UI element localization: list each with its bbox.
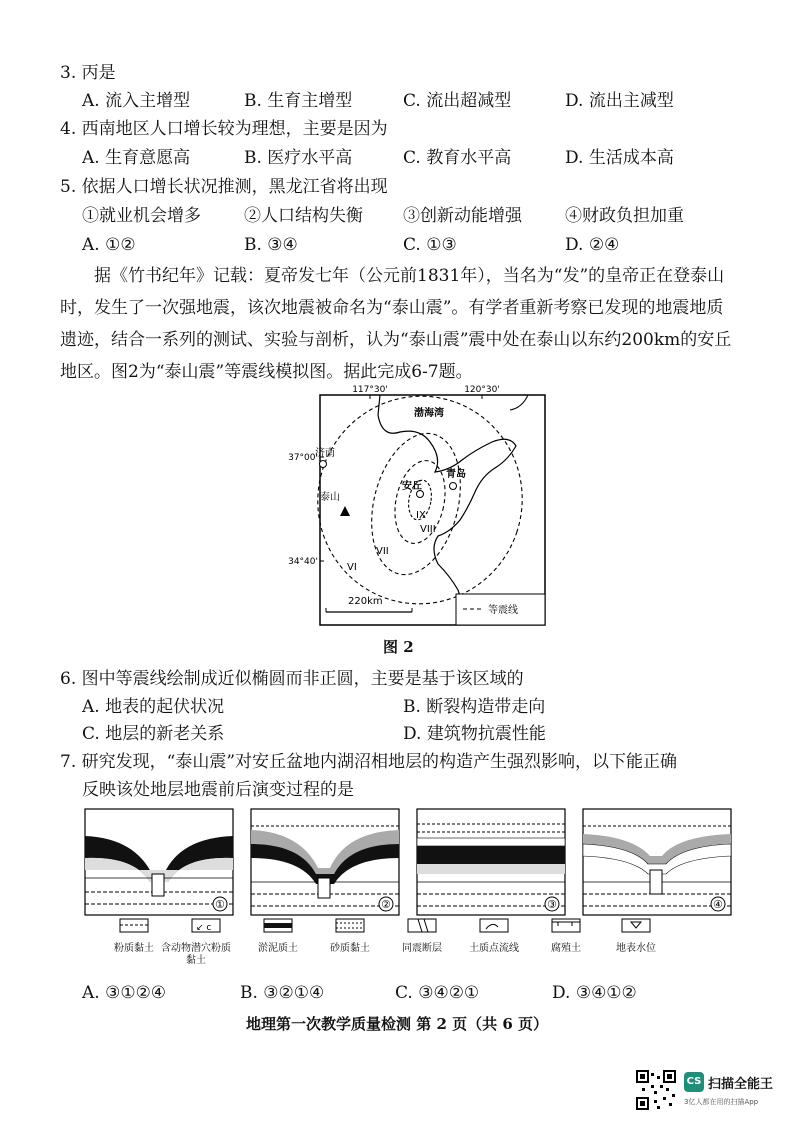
q5-option-d: D. ②④ (565, 235, 620, 255)
q3-option-c: C. 流出超减型 (403, 91, 512, 111)
q3-stem: 3. 丙是 (60, 63, 116, 83)
strata-legend-swatches (100, 917, 660, 935)
q3-option-d: D. 流出主减型 (565, 91, 674, 111)
qr-code-icon (636, 1070, 676, 1110)
qingdao-marker (450, 483, 457, 490)
map-jinan-label: 济南 (315, 448, 335, 459)
q5-option-b: B. ③④ (244, 235, 298, 255)
legend-humus: 腐殖土 (551, 943, 581, 954)
strata-panel-3-label: ③ (547, 898, 557, 911)
strata-panel-4-label: ④ (713, 898, 723, 911)
q7-option-d: D. ③④①② (552, 983, 637, 1003)
q5-stem: 5. 依据人口增长状况推测，黑龙江省将出现 (60, 177, 388, 197)
q6-option-d: D. 建筑物抗震性能 (403, 724, 546, 744)
strata-panel-2-label: ② (381, 898, 391, 911)
q5-item-1: ①就业机会增多 (82, 206, 201, 226)
legend-water-level: 地表水位 (616, 943, 656, 954)
q6-option-b: B. 断裂构造带走向 (403, 697, 546, 717)
strata-panel-1 (84, 808, 234, 916)
legend-soil-flowline: 土质点流线 (469, 943, 519, 954)
passage: 据《竹书纪年》记载：夏帝发七年（公元前1831年），当名为“发”的皇帝正在登泰山时，发生了一次强地震，该次地震被命名为“泰山震”。有学者重新考察已发现的地震地质遗迹，结合一系列的测试、实验与剖析，认为“泰山震”震中处在泰山以东约200km的安丘地区。图2为“泰山震”等震线模拟图。据此完成6-7题。 (60, 266, 732, 382)
q6-option-c: C. 地层的新老关系 (82, 724, 225, 744)
q4-option-c: C. 教育水平高 (403, 148, 512, 168)
q7-option-b: B. ③②①④ (240, 983, 325, 1003)
map-anqiu-label: 安丘 (402, 481, 422, 492)
map-qingdao-label: 青岛 (446, 469, 466, 480)
jinan-marker (320, 461, 327, 468)
strata-panel-2 (250, 808, 400, 916)
svg-text:↙ c: ↙ c (196, 923, 212, 933)
q4-option-d: D. 生活成本高 (565, 148, 674, 168)
map-taishan-label: 泰山 (320, 492, 340, 503)
strata-panel-1-label: ① (215, 898, 225, 911)
q5-item-4: ④财政负担加重 (565, 206, 684, 226)
figure-caption: 图 2 (383, 638, 414, 656)
zone-vii-label: VII (376, 546, 389, 557)
page-footer: 地理第一次教学质量检测 第 2 页（共 6 页） (246, 1015, 548, 1033)
legend-sandy-clay: 砂质黏土 (330, 943, 370, 954)
q4-stem: 4. 西南地区人口增长较为理想，主要是因为 (60, 119, 388, 139)
legend-silty-clay: 粉质黏土 (114, 943, 154, 954)
scale-label: 220km (348, 596, 383, 607)
map-frame (320, 395, 545, 625)
q6-option-a: A. 地表的起伏状况 (82, 697, 225, 717)
zone-viii-label: VIII (420, 524, 436, 535)
q5-item-3: ③创新动能增强 (403, 206, 522, 226)
legend-burrow-silty-clay: 含动物潜穴粉质黏土 (161, 943, 231, 966)
strata-panel-4 (582, 808, 732, 916)
q3-option-b: B. 生育主增型 (244, 91, 353, 111)
map-lon-1: 117°30' (352, 385, 388, 395)
map-lat-1: 37°00' (288, 453, 318, 463)
q3-option-a: A. 流入主增型 (82, 91, 191, 111)
zone-vi-label: VI (347, 562, 357, 573)
q4-option-b: B. 医疗水平高 (244, 148, 353, 168)
q5-option-a: A. ①② (82, 235, 136, 255)
q7-stem-line2: 反映该处地层地震前后演变过程的是 (82, 780, 354, 800)
map-lon-2: 120°30' (464, 385, 500, 395)
camscanner-tagline: 3亿人都在用的扫描App (684, 1098, 759, 1106)
map-lat-2: 34°40' (288, 557, 318, 567)
camscanner-logo-icon: CS (684, 1072, 704, 1092)
isoseismal-map (270, 380, 550, 630)
map-legend-label: 等震线 (488, 605, 518, 616)
map-sea-label: 渤海湾 (414, 408, 444, 419)
q5-option-c: C. ①③ (403, 235, 457, 255)
q4-option-a: A. 生育意愿高 (82, 148, 191, 168)
legend-coseismic-fault: 同震断层 (402, 943, 442, 954)
q7-option-a: A. ③①②④ (82, 983, 167, 1003)
q7-option-c: C. ③④②① (395, 983, 480, 1003)
q7-stem-line1: 7. 研究发现，“泰山震”对安丘盆地内湖沼相地层的构造产生强烈影响，以下能正确 (60, 752, 678, 772)
q6-stem: 6. 图中等震线绘制成近似椭圆而非正圆，主要是基于该区域的 (60, 669, 524, 689)
zone-ix-label: IX (416, 510, 426, 521)
q5-item-2: ②人口结构失衡 (244, 206, 363, 226)
camscanner-name: 扫描全能王 (708, 1077, 774, 1092)
strata-panel-3 (416, 808, 566, 916)
legend-mucky-soil: 淤泥质土 (258, 943, 298, 954)
